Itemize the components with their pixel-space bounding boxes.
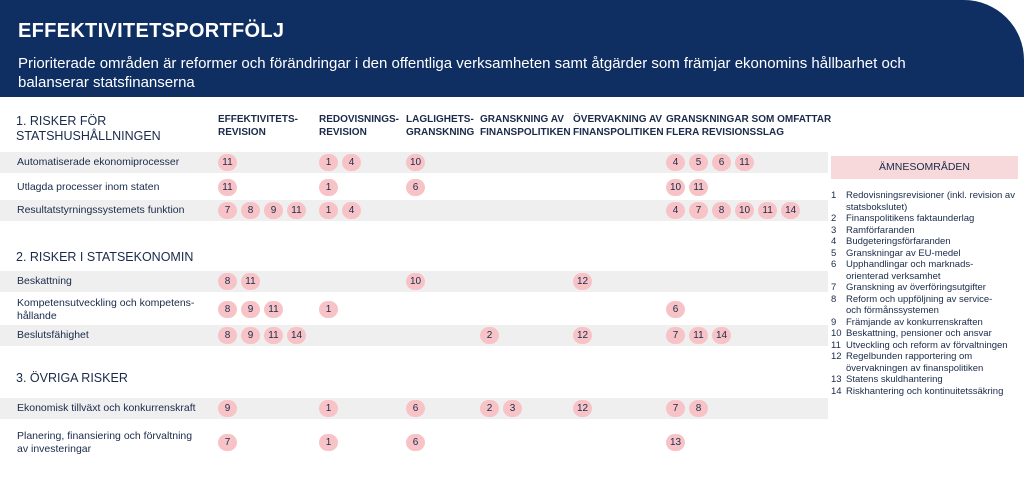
topic-badge: 8 [712, 202, 731, 219]
topic-badge: 12 [573, 400, 592, 417]
legend-text: Beskattning, pensioner och ansvar [846, 328, 992, 339]
legend-number: 7 [831, 282, 837, 293]
badge-group [319, 400, 338, 417]
legend-title: ÄMNESOMRÅDEN [831, 156, 1018, 179]
legend-item [831, 340, 1023, 352]
topic-badge: 14 [287, 327, 306, 344]
topic-badge: 8 [218, 273, 237, 290]
topic-badge: 9 [241, 327, 260, 344]
badge-group [218, 202, 306, 219]
column-header-5: ÖVERVAKNING AV FINANSPOLITIKEN [573, 114, 664, 138]
badge-group [319, 434, 338, 451]
topic-badge: 1 [319, 179, 338, 196]
topic-badge: 11 [689, 327, 708, 344]
legend-number: 11 [831, 339, 841, 351]
legend-number: 1 [831, 190, 837, 201]
topic-badge: 11 [218, 154, 237, 171]
legend-item [831, 236, 1023, 248]
topic-badge: 9 [241, 301, 260, 318]
topic-badge: 7 [218, 434, 237, 451]
badge-group [218, 327, 306, 344]
badge-group [666, 301, 685, 318]
row-label: Planering, finansiering och förvaltning av investeringar [17, 429, 193, 455]
topic-badge: 1 [319, 301, 338, 318]
badge-group [319, 179, 338, 196]
legend-item [831, 374, 1023, 386]
column-header-1: EFFEKTIVITETS- REVISION [218, 114, 298, 138]
section-title: 1. RISKER FÖR STATSHUSHÅLLNINGEN [16, 114, 161, 143]
topic-badge: 11 [264, 327, 283, 344]
badge-group [666, 434, 685, 451]
row-label: Ekonomisk tillväxt och konkurrenskraft [17, 402, 196, 414]
topic-badge: 9 [264, 202, 283, 219]
header-banner [0, 0, 1024, 97]
legend-item [831, 317, 1023, 329]
topic-badge: 7 [218, 202, 237, 219]
topic-badge: 14 [781, 202, 800, 219]
legend-text: Ramförfaranden [846, 224, 915, 236]
column-header-4: GRANSKNING AV FINANSPOLITIKEN [480, 114, 571, 138]
row-label: Beslutsfähighet [17, 329, 89, 341]
topic-badge: 6 [712, 154, 731, 171]
column-header-6: GRANSKNINGAR SOM OMFATTAR FLERA REVISIONSSLAG [666, 114, 832, 138]
topic-badge: 6 [406, 434, 425, 451]
legend-item [831, 386, 1023, 398]
topic-badge: 1 [319, 202, 338, 219]
badge-group [218, 154, 237, 171]
topic-badge: 8 [218, 327, 237, 344]
legend-item [831, 225, 1023, 237]
topic-badge: 6 [406, 400, 425, 417]
legend-item [831, 328, 1023, 340]
topic-badge: 4 [342, 202, 361, 219]
badge-group [666, 202, 800, 219]
badge-group [319, 202, 361, 219]
topic-badge: 2 [480, 400, 499, 417]
badge-group [218, 179, 237, 196]
row-label: Beskattning [17, 275, 72, 287]
topic-badge: 7 [689, 202, 708, 219]
legend-number: 3 [831, 224, 837, 236]
badge-group [573, 400, 592, 417]
topic-badge: 10 [406, 273, 425, 290]
legend-number: 14 [831, 385, 842, 397]
legend-item [831, 190, 1023, 213]
badge-group [218, 400, 237, 417]
legend-text: Redovisningsrevisioner (inkl. revision av statsbokslutet) [846, 190, 1015, 213]
section-title: 3. ÖVRIGA RISKER [16, 371, 128, 385]
badge-group [666, 327, 731, 344]
topic-badge: 6 [406, 179, 425, 196]
topic-badge: 8 [689, 400, 708, 417]
legend-text: Upphandlingar och marknads- orienterad verksamhet [846, 259, 974, 282]
legend-number: 13 [831, 374, 842, 385]
section-title: 2. RISKER I STATSEKONOMIN [16, 250, 194, 264]
legend-text: Granskning av överföringsutgifter [846, 282, 986, 293]
legend-number: 2 [831, 213, 837, 224]
topic-badge: 11 [735, 154, 754, 171]
legend-number: 4 [831, 236, 837, 247]
legend-text: Riskhantering och kontinuitetssäkring [846, 385, 1004, 397]
topic-badge: 8 [241, 202, 260, 219]
topic-badge: 10 [666, 179, 685, 196]
legend-text: Finanspolitikens faktaunderlag [846, 213, 975, 224]
legend-text: Statens skuldhantering [846, 374, 943, 385]
column-header-3: LAGLIGHETS- GRANSKNING [406, 114, 475, 138]
column-header-2: REDOVISNINGS- REVISION [319, 114, 400, 138]
topic-badge: 9 [218, 400, 237, 417]
topic-badge: 4 [666, 202, 685, 219]
topic-badge: 12 [573, 327, 592, 344]
topic-badge: 1 [319, 154, 338, 171]
page-subtitle: Prioriterade områden är reformer och förändringar i den offentliga verksamheten samt åtgärder som främjar ekonomins hållbarhet och balanserar statsfinanserna [18, 55, 906, 91]
legend-item [831, 294, 1023, 317]
legend-text: Regelbunden rapportering om övervakningen av finanspolitiken [846, 351, 984, 374]
badge-group [573, 327, 592, 344]
badge-group [406, 273, 425, 290]
badge-group [480, 327, 499, 344]
topic-badge: 4 [342, 154, 361, 171]
topic-badge: 1 [319, 434, 338, 451]
topic-badge: 11 [689, 179, 708, 196]
topic-badge: 5 [689, 154, 708, 171]
legend-text: Främjande av konkurrenskraften [846, 316, 983, 328]
row-label: Resultatstyrningssystemets funktion [17, 204, 185, 216]
legend-text: Granskningar av EU-medel [846, 247, 961, 259]
legend-number: 8 [831, 293, 837, 305]
badge-group [406, 179, 425, 196]
topic-badge: 2 [480, 327, 499, 344]
topic-badge: 7 [666, 327, 685, 344]
topic-badge: 11 [241, 273, 260, 290]
badge-group [218, 301, 283, 318]
badge-group [666, 154, 754, 171]
legend-item [831, 351, 1023, 374]
legend-item [831, 213, 1023, 225]
topic-badge: 11 [218, 179, 237, 196]
topic-badge: 6 [666, 301, 685, 318]
topic-badge: 12 [573, 273, 592, 290]
legend-item [831, 282, 1023, 294]
badge-group [666, 400, 708, 417]
topic-badge: 11 [758, 202, 777, 219]
legend-text: Budgeteringsförfaranden [846, 236, 951, 247]
row-label: Kompetensutveckling och kompetens- hållande [17, 296, 195, 322]
badge-group [218, 273, 260, 290]
badge-group [319, 301, 338, 318]
topic-badge: 7 [666, 400, 685, 417]
legend-number: 9 [831, 316, 837, 328]
legend-text: Utveckling och reform av förvaltningen [846, 339, 1008, 351]
badge-group [319, 154, 361, 171]
row-label: Automatiserade ekonomiprocesser [17, 156, 180, 168]
topic-badge: 11 [287, 202, 306, 219]
topic-badge: 1 [319, 400, 338, 417]
legend-list [831, 190, 1023, 397]
badge-group [218, 434, 237, 451]
page-title: EFFEKTIVITETSPORTFÖLJ [18, 20, 285, 42]
topic-badge: 10 [406, 154, 425, 171]
topic-badge: 11 [264, 301, 283, 318]
topic-badge: 8 [218, 301, 237, 318]
legend-item [831, 259, 1023, 282]
topic-badge: 4 [666, 154, 685, 171]
legend-number: 6 [831, 259, 837, 270]
legend-number: 12 [831, 351, 842, 362]
row-label: Utlagda processer inom staten [17, 181, 160, 193]
topic-badge: 13 [666, 434, 685, 451]
badge-group [573, 273, 592, 290]
topic-badge: 3 [503, 400, 522, 417]
legend-number: 5 [831, 247, 837, 259]
badge-group [406, 434, 425, 451]
badge-group [406, 154, 425, 171]
badge-group [406, 400, 425, 417]
badge-group [480, 400, 522, 417]
legend-text: Reform och uppföljning av service- och förmånssystemen [846, 293, 993, 316]
topic-badge: 10 [735, 202, 754, 219]
badge-group [666, 179, 708, 196]
legend-item [831, 248, 1023, 260]
topic-badge: 14 [712, 327, 731, 344]
legend-number: 10 [831, 328, 842, 339]
